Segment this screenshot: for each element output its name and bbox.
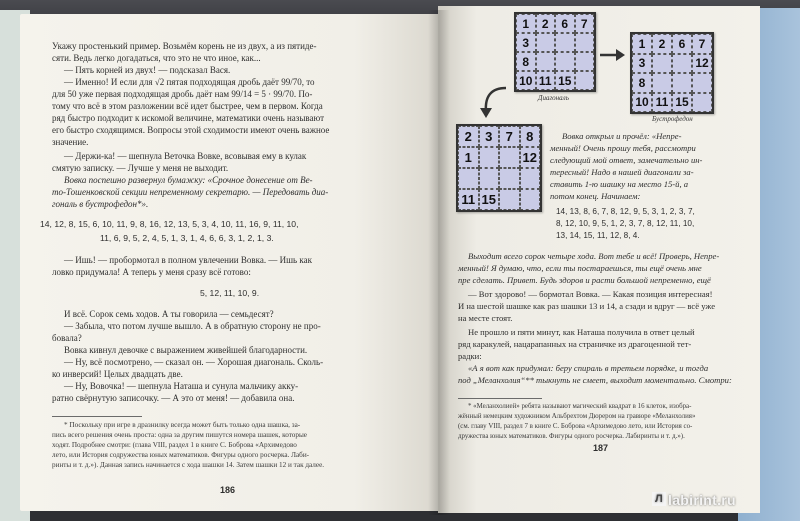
grid-cell: 15 [555, 71, 575, 90]
right-text-line: Вовка открыл и прочёл: «Непре- [562, 131, 682, 141]
grid-cell: 3 [632, 54, 652, 74]
left-text-line: его быстро сходящимся. Вопросы этой сходимости имеют очень важное [52, 125, 330, 135]
footnote-line: лето, или История содружества юных математиков. Фигуры одного росчерка. Лаби- [52, 451, 310, 459]
left-text-line: ловко придумала! А теперь у меня сразу всё готово: [52, 267, 251, 277]
left-text-line: сяти. Ведь легко догадаться, что это не что иное, как... [52, 53, 261, 63]
left-text-line: ко инверсий! Целых двадцать две. [52, 369, 183, 379]
arrow-right-icon [598, 46, 626, 64]
left-text-line: — Именно! И если для √2 пятая подходящая дробь даёт 99/70, то [64, 77, 315, 87]
footnote-line: (см. главу VIII, раздел 7 в книге С. Боброва «Архимедово лето, или История со- [458, 423, 693, 430]
grid-cell: 7 [575, 14, 595, 33]
grid-cell [499, 189, 520, 210]
right-text-line: менный! Я думаю, что, если ты постараешься, ты ещё очень мне [458, 263, 702, 273]
puzzle-grid-result [456, 124, 542, 212]
grid-cell [499, 168, 520, 189]
puzzle-grid-boustrophedon [630, 32, 714, 114]
footnote-line: * Поскольку при игре в дразнилку всегда может быть только одна шашка, за- [64, 421, 301, 429]
book-gutter-shadow [428, 10, 450, 515]
left-text-line: бовала? [52, 333, 82, 343]
grid-cell [555, 33, 575, 52]
grid-cell: 1 [516, 14, 536, 33]
grid-cell [692, 73, 712, 93]
left-text-line: ряд быстро подходит к искомой величине, математики очень называют [52, 113, 325, 123]
grid-cell: 12 [692, 54, 712, 74]
move-sequence: 14, 12, 8, 15, 6, 10, 11, 9, 8, 16, 12, 13, 5, 3, 4, 10, 11, 16, 9, 11, 10, [40, 219, 299, 229]
grid-cell: 2 [536, 14, 556, 33]
footnote-line: ринты и т. д.»). Данная запись начинается с хода шашки 14. Затем шашки 12 и так далее. [52, 461, 325, 469]
footnote-line: дружества юных математиков. Фигуры одного росчерка. Лабиринты и т. д.»). [458, 433, 685, 440]
left-text-line: — Ну, всё посмотрено, — сказал он. — Хорошая диагональ. Сколь- [64, 357, 324, 367]
left-text-line: — Держи-ка! — шепнула Веточка Вовке, всовывая ему в кулак [64, 151, 307, 161]
grid-cell: 7 [499, 126, 520, 147]
footnote-line: пись всего решения очень проста: одна за другим пишутся номера шашек, которые [52, 431, 307, 439]
caption-boustrophedon: Бустрофедон [652, 115, 693, 123]
right-text-line: «А я вот как придумал: беру спираль в третьем порядке, и тогда [468, 363, 709, 373]
right-text-line: ряд каракулей, нацарапанных на страничке из драгоценной тет- [458, 339, 692, 349]
page-number: 187 [593, 443, 609, 453]
right-text-line: ставить 1-ю шашку на место 15-й, а [550, 179, 689, 189]
grid-cell [520, 189, 541, 210]
grid-cell [536, 33, 556, 52]
grid-cell: 8 [632, 73, 652, 93]
right-text-line: потом конец. Начинаем: [550, 191, 641, 201]
grid-cell [479, 168, 500, 189]
left-text-line: ратно свёрнутую записочку. — А это от меня! — добавила она. [52, 393, 295, 403]
left-text-line: смятую записку. — Лучше у меня не выходит. [52, 163, 229, 173]
grid-cell: 10 [516, 71, 536, 90]
grid-cell [575, 33, 595, 52]
right-text-line: под „Меланхолия“** тыкнуть не смеет, выходит моментально. Смотри: [458, 375, 732, 385]
grid-cell: 11 [458, 189, 479, 210]
right-text-line: — Вот здорово! — бормотал Вовка. — Какая позиция интересная! [468, 289, 713, 299]
right-text-line: тересный! Надо в нашей диагонали за- [550, 167, 694, 177]
left-text-line: И всё. Сорок семь ходов. А ты говорила — семьдесят? [64, 309, 274, 319]
left-text-line: гональ в бустрофедон*». [52, 199, 149, 209]
page-number: 186 [220, 485, 236, 495]
right-text-line: Выходит всего сорок четыре хода. Вот тебе и всё! Проверь, Непре- [468, 251, 720, 261]
grid-cell: 15 [672, 93, 692, 113]
left-text-line: — Ну, Вовочка! — шепнула Наташа и сунула мальчику акку- [64, 381, 299, 391]
left-text-line: — Ишь! — пробормотал в полном увлечении Вовка. — Ишь как [64, 255, 312, 265]
right-text-line: радки: [458, 351, 482, 361]
left-text-line: для 50 уже первая подходящая дробь даёт нам 99/14 = 5 · 99/70. По- [52, 89, 313, 99]
grid-cell: 1 [458, 147, 479, 168]
grid-cell: 11 [652, 93, 672, 113]
grid-cell: 12 [520, 147, 541, 168]
move-sequence: 14, 13, 8, 6, 7, 8, 12, 9, 5, 3, 1, 2, 3, 7, [556, 207, 695, 216]
footnote-line: * «Меланхолией» ребята называют магический квадрат в 16 клеток, изобра- [468, 403, 692, 410]
grid-cell [672, 54, 692, 74]
grid-cell: 3 [479, 126, 500, 147]
grid-cell: 8 [516, 52, 536, 71]
watermark-text: labirint.ru [668, 492, 736, 508]
footnote-divider [458, 398, 542, 399]
puzzle-grid-diagonal [514, 12, 596, 92]
right-page [438, 6, 760, 513]
grid-cell [499, 147, 520, 168]
left-text-line: то-Тошенковской секции непременному секретарю. — Передовать диа- [52, 187, 329, 197]
arrow-curved-icon [476, 84, 510, 120]
footnote-line: жённый немецким художником Альбрехтом Дюрером на гравюре «Меланхолия» [458, 413, 696, 420]
left-text-line: Вовка кивнул девочке с выражением живейшей благодарности. [64, 345, 308, 355]
move-sequence: 13, 14, 15, 11, 12, 8, 4. [556, 231, 640, 240]
grid-cell [458, 168, 479, 189]
left-page [20, 14, 438, 511]
grid-cell: 8 [520, 126, 541, 147]
grid-cell [575, 71, 595, 90]
left-text-line: тому что всё в этом разложении всё идет быстрее, чем в первом. Когда [52, 101, 323, 111]
grid-cell: 1 [632, 34, 652, 54]
watermark-logo: Л [652, 492, 666, 506]
right-text-line: следующий мой ответ, замечательно ин- [550, 155, 703, 165]
grid-cell: 2 [458, 126, 479, 147]
left-text-line: — Пять корней из двух! — подсказал Вася. [64, 65, 231, 75]
grid-cell: 2 [652, 34, 672, 54]
move-sequence: 11, 6, 9, 5, 2, 4, 5, 1, 3, 1, 4, 6, 6, 3, 1, 2, 1, 3. [100, 233, 274, 243]
move-sequence: 5, 12, 11, 10, 9. [200, 288, 260, 298]
grid-cell [672, 73, 692, 93]
grid-cell: 15 [479, 189, 500, 210]
caption-diagonal: Диагональ [538, 94, 569, 102]
footnote-line: ходят. Подробнее смотри: (глава VIII, раздел 1 в книге С. Боброва «Архимедово [52, 441, 297, 449]
grid-cell [479, 147, 500, 168]
grid-cell [555, 52, 575, 71]
right-text-line: И на шестой шашке как раз шашки 13 и 14, а сзади и вдруг — всё уже [458, 301, 716, 311]
left-text-line: значение. [52, 137, 89, 147]
left-text-line: — Забыла, что потом лучше вышло. А в обратную сторону не про- [64, 321, 321, 331]
right-text-line: Не прошло и пяти минут, как Наташа получила в ответ целый [468, 327, 695, 337]
left-text-line: Укажу простенький пример. Возьмём корень не из двух, а из пятиде- [52, 41, 317, 51]
grid-cell: 3 [516, 33, 536, 52]
grid-cell [652, 54, 672, 74]
move-sequence: 8, 12, 10, 9, 5, 1, 2, 3, 7, 8, 12, 11, 10, [556, 219, 695, 228]
grid-cell: 6 [672, 34, 692, 54]
grid-cell [652, 73, 672, 93]
grid-cell: 11 [536, 71, 556, 90]
grid-cell [536, 52, 556, 71]
grid-cell: 6 [555, 14, 575, 33]
grid-cell [692, 93, 712, 113]
grid-cell: 10 [632, 93, 652, 113]
watermark [652, 492, 736, 508]
grid-cell [575, 52, 595, 71]
left-text-line: Вовка поспешно развернул бумажку: «Срочное донесение от Ве- [64, 175, 313, 185]
grid-cell [520, 168, 541, 189]
right-text-line: пре сделать. Привет. Будь здоров и расти большой непременно, ещё [458, 275, 711, 285]
right-text-line: на месте стоят. [458, 313, 513, 323]
right-text-line: менный! Очень прошу тебя, рассмотри [550, 143, 696, 153]
footnote-divider [52, 416, 142, 417]
grid-cell: 7 [692, 34, 712, 54]
